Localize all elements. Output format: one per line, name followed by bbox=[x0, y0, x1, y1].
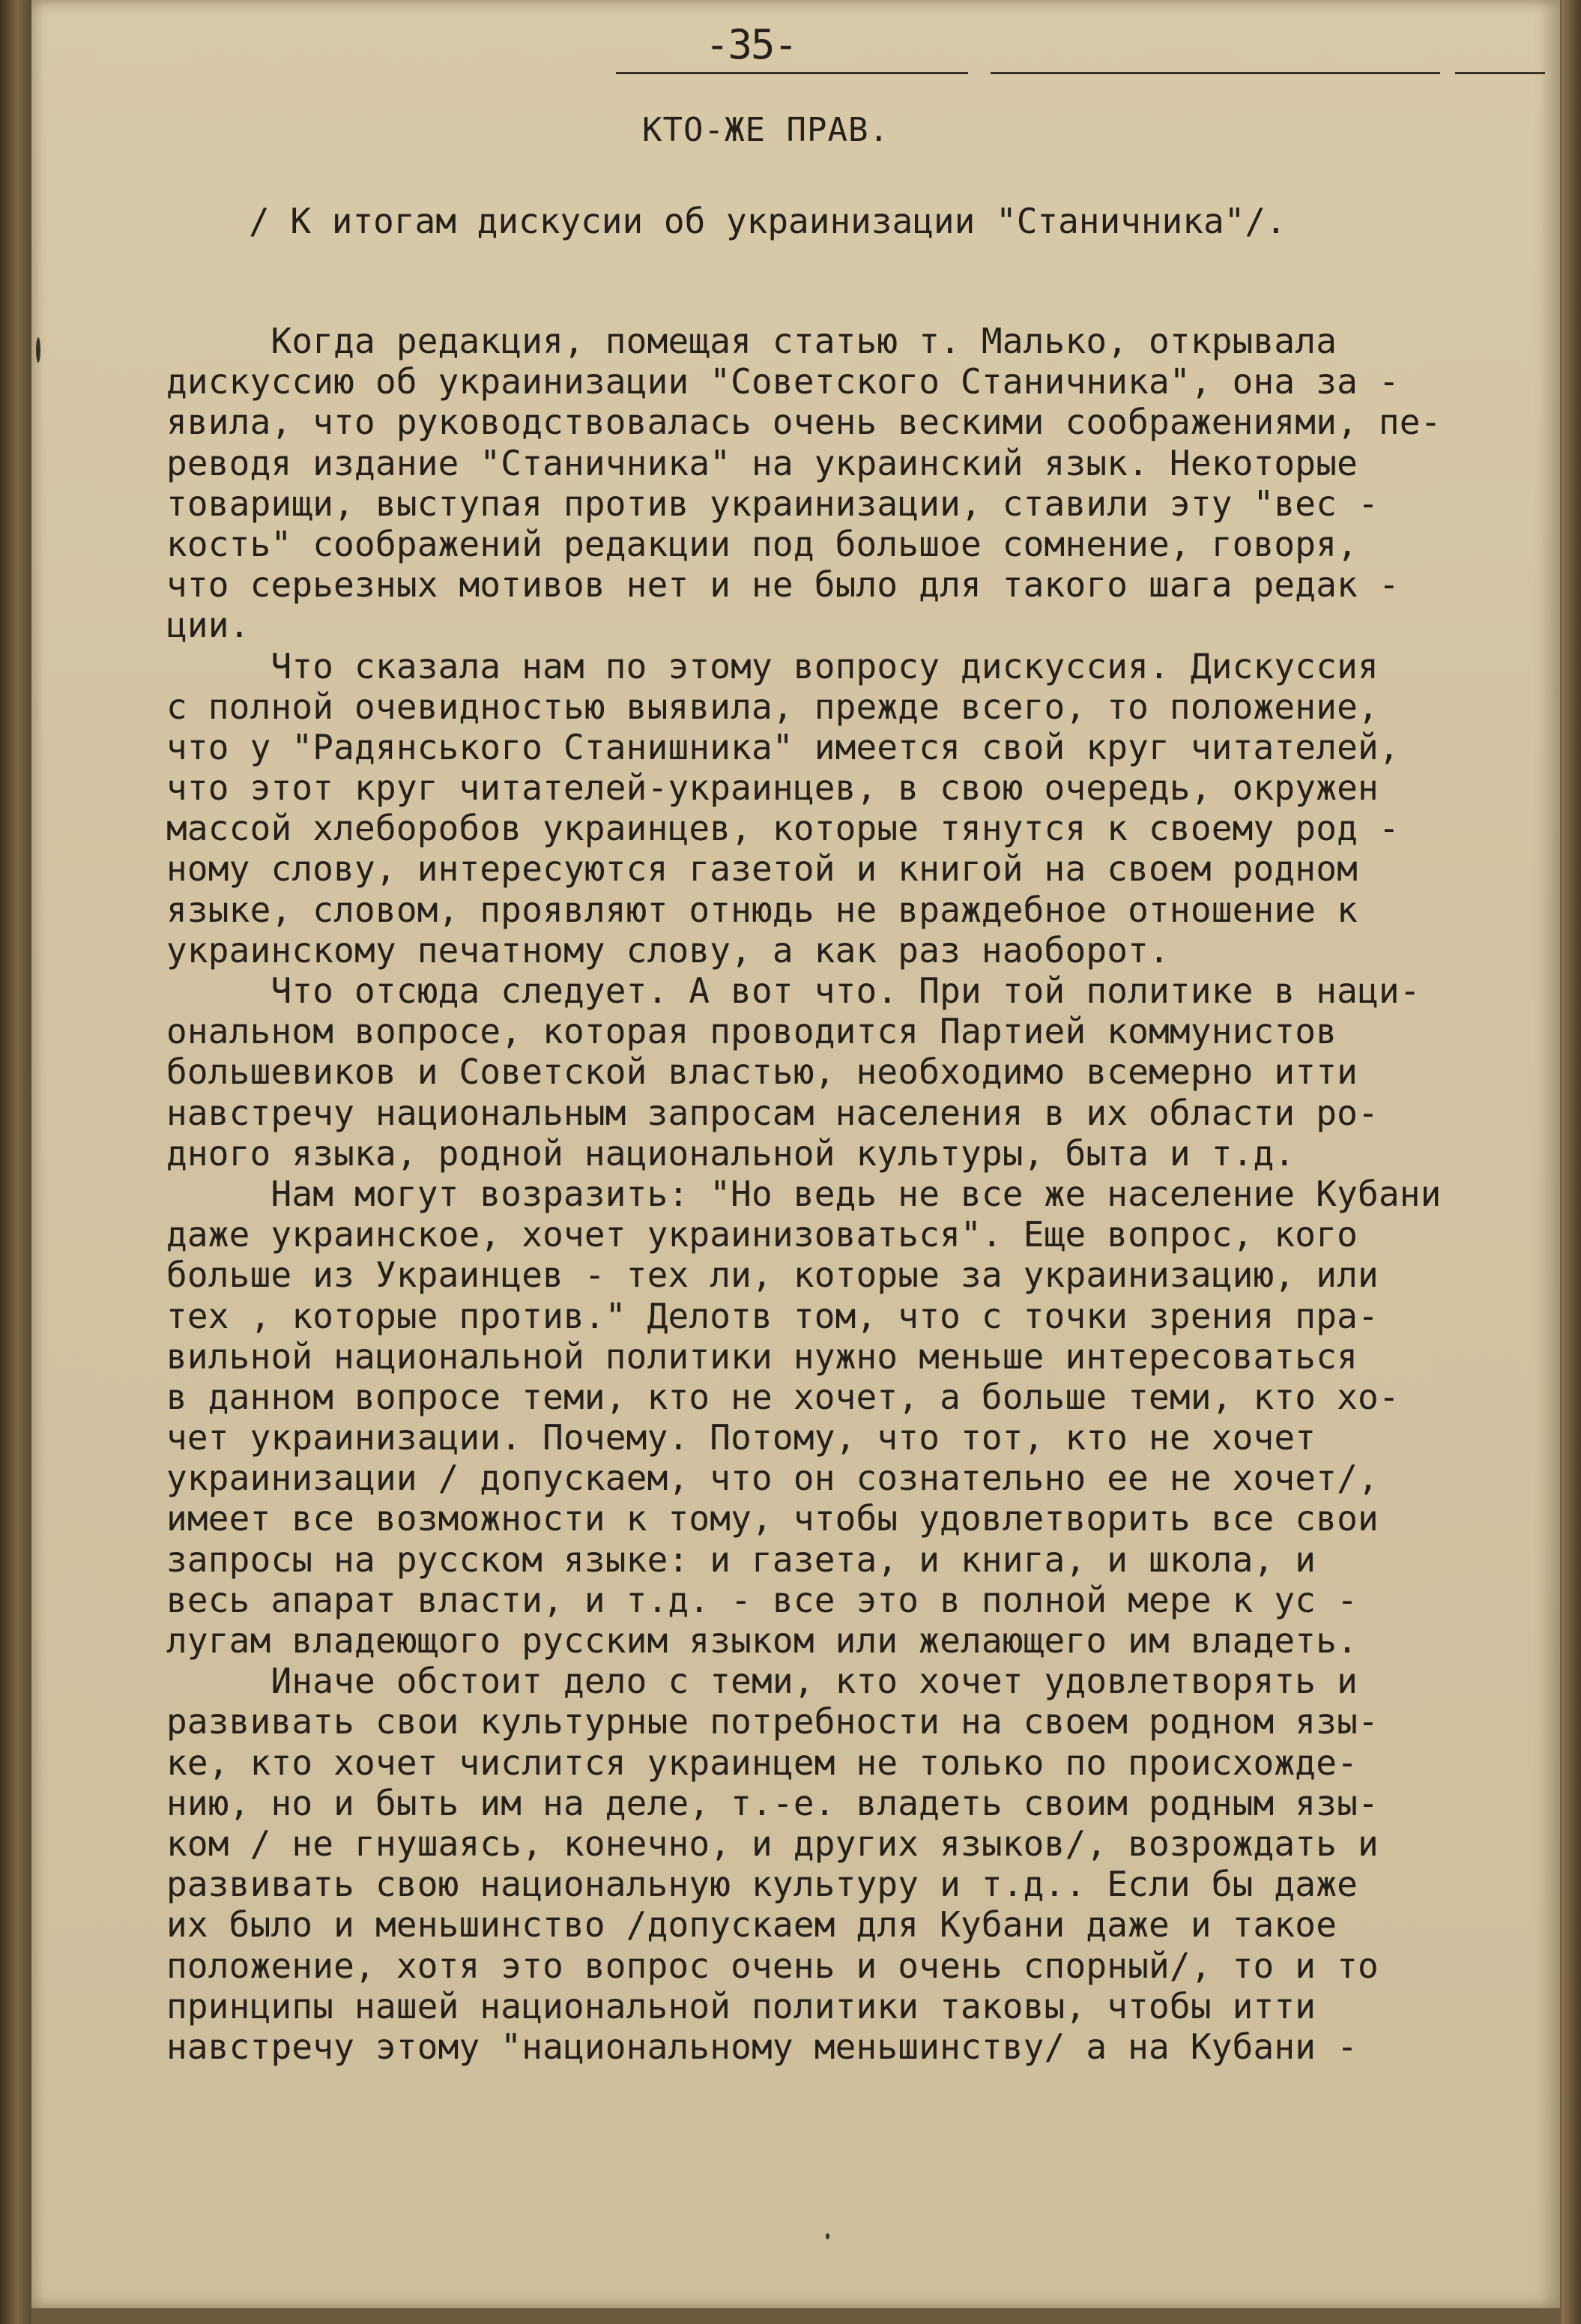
binding-spine bbox=[0, 0, 31, 2324]
text-line: Иначе обстоит дело с теми, кто хочет удовлетворять и bbox=[166, 1661, 1358, 1702]
speck-mark bbox=[826, 2233, 829, 2239]
text-line: товарищи, выступая против украинизации, ставили эту "вес - bbox=[166, 483, 1379, 524]
typewritten-page bbox=[31, 0, 1560, 2308]
text-line: Нам могут возразить: "Но ведь не все же население Кубани bbox=[166, 1173, 1442, 1214]
text-line: Что отсюда следует. А вот что. При той политике в наци- bbox=[166, 971, 1421, 1011]
text-line: кость" соображений редакции под большое сомнение, говоря, bbox=[166, 523, 1358, 564]
text-line: ному слову, интересуются газетой и книгой на своем родном bbox=[166, 848, 1358, 890]
text-line: развивать свою национальную культуру и т.д.. Если бы даже bbox=[166, 1864, 1358, 1905]
text-line: украинизации / допускаем, что он сознательно ее не хочет/, bbox=[166, 1458, 1379, 1499]
text-line: весь апарат власти, и т.д. - все это в полной мере к ус - bbox=[166, 1579, 1358, 1620]
text-line: массой хлеборобов украинцев, которые тянутся к своему род - bbox=[166, 808, 1400, 849]
document-title: КТО-ЖЕ ПРАВ. bbox=[642, 111, 889, 149]
text-line: языке, словом, проявляют отнюдь не враждебное отношение к bbox=[166, 889, 1358, 930]
text-line: ке, кто хочет числится украинцем не только по происхожде- bbox=[166, 1742, 1358, 1783]
text-line: навстречу национальным запросам населения в их области ро- bbox=[166, 1092, 1379, 1133]
text-line: явила, что руководствовалась очень вескими соображениями, пе- bbox=[166, 402, 1442, 443]
text-line: тех , которые против." Делотв том, что с точки зрения пра- bbox=[166, 1295, 1379, 1336]
text-line: большевиков и Советской властью, необходимо всемерно итти bbox=[166, 1051, 1358, 1093]
text-line: в данном вопросе теми, кто не хочет, а больше теми, кто хо- bbox=[166, 1376, 1400, 1417]
text-line: больше из Украинцев - тех ли, которые за украинизацию, или bbox=[166, 1255, 1379, 1296]
text-line: Когда редакция, помещая статью т. Малько, открывала bbox=[166, 321, 1337, 361]
document-subtitle: / К итогам дискусии об украинизации "Станичника"/. bbox=[249, 201, 1287, 241]
text-line: запросы на русском языке: и газета, и книга, и школа, и bbox=[166, 1539, 1317, 1580]
text-line: ональном вопросе, которая проводится Партией коммунистов bbox=[166, 1011, 1337, 1052]
body-text bbox=[166, 321, 1545, 2067]
text-line: украинскому печатному слову, а как раз наоборот. bbox=[166, 929, 1170, 971]
text-line: с полной очевидностью выявила, прежде всего, то положение, bbox=[166, 686, 1379, 727]
text-line: Что сказала нам по этому вопросу дискуссия. Дискуссия bbox=[166, 645, 1379, 686]
text-line: что у "Радянського Станишника" имеется свой круг читателей, bbox=[166, 726, 1400, 767]
text-line: развивать свои культурные потребности на своем родном язы- bbox=[166, 1701, 1379, 1742]
header-rule-middle bbox=[991, 72, 1440, 74]
text-line: принципы нашей национальной политики таковы, чтобы итти bbox=[166, 1985, 1317, 2026]
page-number: -35- bbox=[704, 21, 797, 68]
text-line: реводя издание "Станичника" на украинский язык. Некоторые bbox=[166, 442, 1358, 483]
text-line: ции. bbox=[166, 605, 250, 646]
text-line: их было и меньшинство /допускаем для Кубани даже и такое bbox=[166, 1904, 1337, 1946]
text-line: нию, но и быть им на деле, т.-е. владеть своим родным язы- bbox=[166, 1782, 1379, 1823]
text-line: вильной национальной политики нужно меньше интересоваться bbox=[166, 1335, 1358, 1377]
text-line: ком / не гнушаясь, конечно, и других языков/, возрождать и bbox=[166, 1823, 1379, 1864]
text-line: даже украинское, хочет украинизоваться". Еще вопрос, кого bbox=[166, 1214, 1358, 1255]
text-line: что серьезных мотивов нет и не было для такого шага редак - bbox=[166, 564, 1400, 606]
text-line: имеет все возможности к тому, чтобы удовлетворить все свои bbox=[166, 1498, 1379, 1539]
header-rule-left bbox=[616, 72, 968, 74]
text-line: что этот круг читателей-украинцев, в свою очередь, окружен bbox=[166, 767, 1379, 809]
text-line: лугам владеющого русским языком или желающего им владеть. bbox=[166, 1620, 1358, 1661]
text-line: навстречу этому "национальному меньшинству/ а на Кубани - bbox=[166, 2026, 1358, 2067]
text-line: дискуссию об украинизации "Советского Станичника", она за - bbox=[166, 361, 1400, 402]
text-line: чет украинизации. Почему. Потому, что тот, кто не хочет bbox=[166, 1417, 1317, 1458]
text-line: положение, хотя это вопрос очень и очень спорный/, то и то bbox=[166, 1945, 1379, 1986]
page-edge bbox=[1562, 0, 1581, 2324]
margin-mark bbox=[36, 337, 40, 363]
text-line: дного языка, родной национальной культуры, быта и т.д. bbox=[166, 1132, 1296, 1174]
header-rule-right bbox=[1455, 72, 1545, 74]
